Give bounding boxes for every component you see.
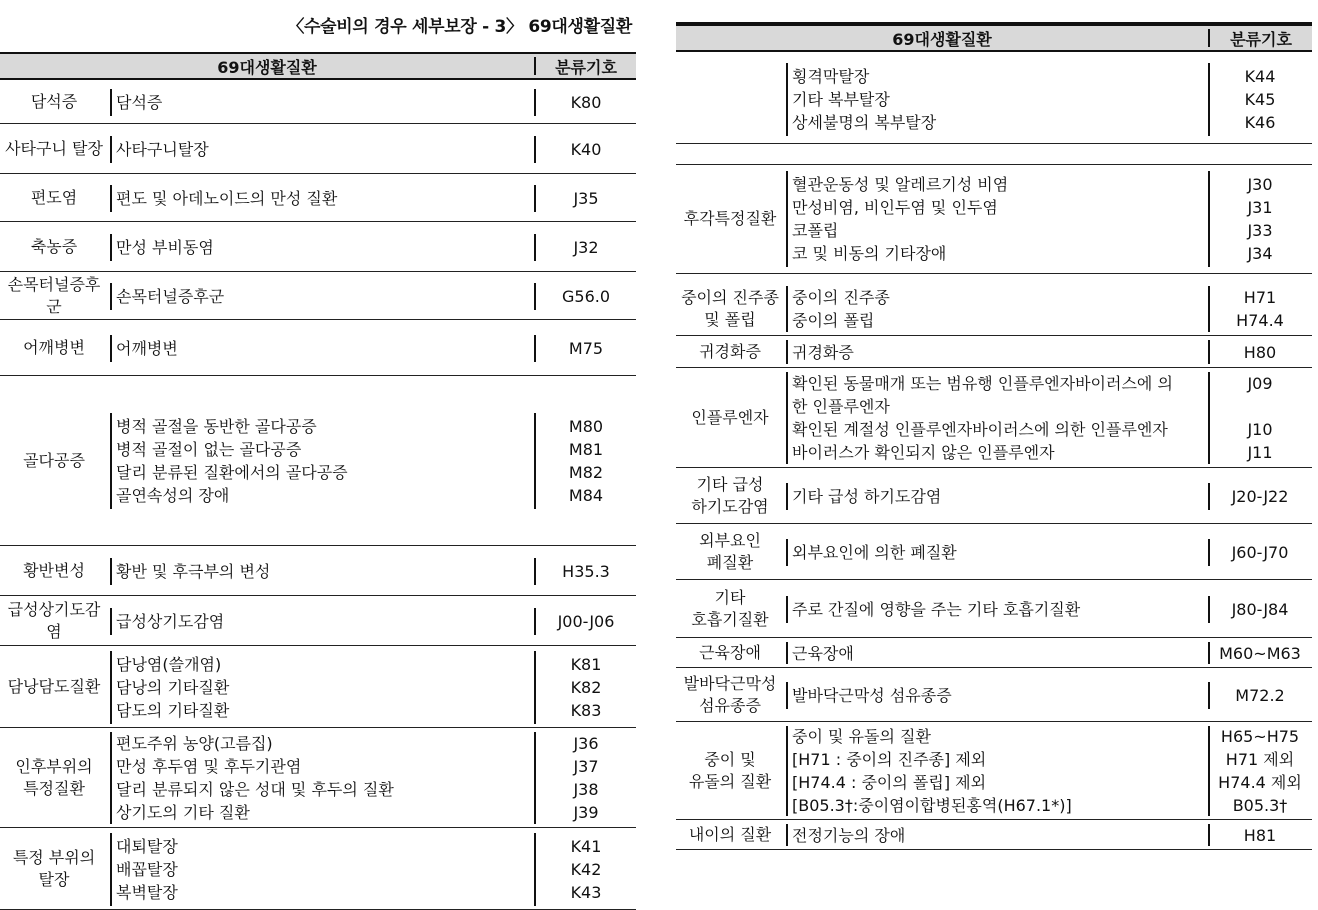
disease-item: 황반 및 후극부의 변성 bbox=[116, 562, 271, 581]
classification-codes bbox=[1210, 173, 1310, 265]
disease-category: 기타 급성 하기도감염 bbox=[691, 474, 769, 516]
classification-code: K83 bbox=[570, 701, 602, 720]
disease-item: 중이 및 유돌의 질환 bbox=[792, 727, 931, 746]
disease-category: 인플루엔자 bbox=[691, 407, 769, 427]
table-row bbox=[0, 320, 636, 376]
disease-category: 황반변성 bbox=[23, 560, 85, 580]
category-divider bbox=[786, 483, 788, 510]
classification-code: J10 bbox=[1247, 420, 1273, 439]
table-row bbox=[676, 468, 1312, 524]
disease-category: 담낭담도질환 bbox=[7, 676, 101, 696]
disease-items bbox=[792, 642, 854, 665]
classification-code: J60-J70 bbox=[1231, 543, 1289, 562]
disease-column-header: 69대생활질환 bbox=[217, 57, 317, 77]
disease-items bbox=[116, 285, 224, 308]
classification-code: J20-J22 bbox=[1231, 487, 1289, 506]
disease-category: 기타 호흡기질환 bbox=[691, 587, 769, 629]
table-row bbox=[0, 728, 636, 828]
disease-item: 귀경화증 bbox=[792, 343, 854, 362]
disease-item: 만성비염, 비인두염 및 인두염 bbox=[792, 198, 998, 217]
category-divider bbox=[110, 651, 112, 724]
category-divider bbox=[110, 185, 112, 212]
disease-category: 급성상기도감염 bbox=[7, 599, 101, 641]
classification-code: H71 제외 bbox=[1225, 750, 1295, 769]
classification-codes bbox=[536, 236, 636, 259]
classification-codes bbox=[1210, 598, 1310, 621]
disease-category: 어깨병변 bbox=[23, 337, 85, 357]
disease-category: 내이의 질환 bbox=[688, 824, 772, 844]
classification-codes bbox=[1210, 286, 1310, 332]
disease-items bbox=[116, 610, 224, 633]
disease-items bbox=[116, 187, 337, 210]
classification-code: H71 bbox=[1243, 288, 1277, 307]
disease-items bbox=[792, 341, 854, 364]
category-divider bbox=[110, 732, 112, 824]
category-divider bbox=[110, 608, 112, 635]
disease-item: 달리 분류된 질환에서의 골다공증 bbox=[116, 463, 348, 482]
disease-category: 축농증 bbox=[30, 236, 78, 256]
classification-codes bbox=[1210, 684, 1310, 707]
disease-items bbox=[792, 684, 952, 707]
disease-item: 발바닥근막성 섬유종증 bbox=[792, 686, 952, 705]
category-divider bbox=[786, 372, 788, 464]
table-row bbox=[0, 222, 636, 272]
category-divider bbox=[786, 286, 788, 332]
disease-category: 손목터널증후군 bbox=[7, 274, 101, 316]
classification-code: J39 bbox=[573, 803, 599, 822]
table-row bbox=[676, 638, 1312, 668]
table-row bbox=[676, 282, 1312, 336]
classification-code: K40 bbox=[570, 140, 602, 159]
disease-item: 담낭염(쓸개염) bbox=[116, 655, 222, 674]
disease-items bbox=[792, 598, 1080, 621]
disease-item: 중이의 폴립 bbox=[792, 311, 875, 330]
classification-code: K82 bbox=[570, 678, 602, 697]
table-row bbox=[676, 164, 1312, 274]
classification-code bbox=[1210, 395, 1310, 418]
disease-category: 후각특정질환 bbox=[683, 208, 777, 228]
classification-codes bbox=[536, 610, 636, 633]
disease-category: 특정 부위의 탈장 bbox=[12, 847, 96, 889]
classification-codes bbox=[1210, 485, 1310, 508]
classification-code: G56.0 bbox=[561, 287, 611, 306]
classification-code: J31 bbox=[1247, 198, 1273, 217]
table-row bbox=[0, 174, 636, 222]
disease-item: 기타 급성 하기도감염 bbox=[792, 487, 942, 506]
disease-items bbox=[116, 236, 214, 259]
category-divider bbox=[110, 234, 112, 261]
classification-code: K41 bbox=[570, 837, 602, 856]
classification-code: J80-J84 bbox=[1231, 600, 1289, 619]
classification-codes bbox=[1210, 824, 1310, 847]
classification-code: B05.3† bbox=[1232, 796, 1288, 815]
group-divider bbox=[676, 164, 1312, 165]
right-table-header bbox=[676, 24, 1312, 52]
classification-code: H80 bbox=[1243, 343, 1277, 362]
classification-code: J36 bbox=[573, 734, 599, 753]
disease-item: 편도 및 아데노이드의 만성 질환 bbox=[116, 189, 338, 208]
classification-code: M72.2 bbox=[1235, 686, 1285, 705]
disease-items bbox=[116, 560, 270, 583]
disease-items bbox=[792, 541, 957, 564]
table-row bbox=[0, 546, 636, 596]
classification-codes bbox=[1210, 725, 1310, 817]
disease-item: 어깨병변 bbox=[116, 339, 178, 358]
category-divider bbox=[786, 340, 788, 364]
classification-codes bbox=[1210, 65, 1310, 134]
disease-item: 병적 골절을 동반한 골다공증 bbox=[116, 417, 317, 436]
code-column-header: 분류기호 bbox=[1230, 29, 1292, 49]
disease-category: 중이의 진주종 및 폴립 bbox=[681, 287, 779, 329]
disease-category: 외부요인 폐질환 bbox=[699, 530, 761, 572]
classification-codes bbox=[536, 835, 636, 904]
classification-codes bbox=[536, 560, 636, 583]
category-divider bbox=[786, 824, 788, 846]
disease-item: 사타구니탈장 bbox=[116, 140, 209, 159]
disease-item: 만성 후두염 및 후두기관염 bbox=[116, 757, 302, 776]
row-divider bbox=[676, 273, 1312, 274]
disease-items bbox=[792, 824, 905, 847]
classification-code: K46 bbox=[1244, 113, 1276, 132]
category-divider bbox=[786, 596, 788, 623]
right-disease-table bbox=[676, 24, 1312, 854]
classification-codes bbox=[1210, 341, 1310, 364]
disease-item: 근육장애 bbox=[792, 644, 854, 663]
category-divider bbox=[110, 558, 112, 585]
disease-category: 귀경화증 bbox=[699, 341, 761, 361]
disease-item: 대퇴탈장 bbox=[116, 837, 178, 856]
disease-item: 급성상기도감염 bbox=[116, 612, 225, 631]
left-table-header bbox=[0, 52, 636, 80]
category-divider bbox=[110, 89, 112, 116]
classification-code: K81 bbox=[570, 655, 602, 674]
classification-code: M82 bbox=[568, 463, 604, 482]
disease-items bbox=[792, 485, 941, 508]
classification-code: J37 bbox=[573, 757, 599, 776]
classification-code: J11 bbox=[1247, 443, 1273, 462]
disease-item: 확인된 계절성 인플루엔자바이러스에 의한 인플루엔자 bbox=[792, 420, 1168, 439]
classification-code: H35.3 bbox=[562, 562, 610, 581]
table-row bbox=[676, 580, 1312, 638]
disease-item: 복벽탈장 bbox=[116, 883, 178, 902]
classification-codes bbox=[1210, 372, 1310, 464]
disease-category: 사타구니 탈장 bbox=[5, 138, 103, 158]
disease-item: 코폴립 bbox=[792, 221, 839, 240]
classification-codes bbox=[536, 337, 636, 360]
disease-items bbox=[116, 138, 209, 161]
disease-category: 골다공증 bbox=[23, 450, 85, 470]
disease-items bbox=[116, 415, 348, 507]
table-row bbox=[676, 54, 1312, 144]
disease-item: 혈관운동성 및 알레르기성 비염 bbox=[792, 175, 1009, 194]
disease-category: 인후부위의 특정질환 bbox=[15, 756, 93, 798]
disease-item: [H71 : 중이의 진주종] 제외 bbox=[792, 750, 987, 769]
classification-code: J09 bbox=[1247, 374, 1273, 393]
classification-code: H65~H75 bbox=[1220, 727, 1300, 746]
classification-code: J30 bbox=[1247, 175, 1273, 194]
disease-items bbox=[792, 286, 890, 332]
disease-item: 손목터널증후군 bbox=[116, 287, 225, 306]
disease-item: 편도주위 농양(고름집) bbox=[116, 734, 273, 753]
classification-code: K80 bbox=[570, 93, 602, 112]
disease-item: [B05.3†:중이염이합병된홍역(H67.1*)] bbox=[792, 796, 1072, 815]
disease-category: 중이 및 유돌의 질환 bbox=[688, 749, 772, 791]
row-divider bbox=[676, 143, 1312, 144]
category-divider bbox=[786, 682, 788, 709]
disease-item: 상세불명의 복부탈장 bbox=[792, 113, 937, 132]
disease-item: 달리 분류되지 않은 성대 및 후두의 질환 bbox=[116, 780, 394, 799]
category-divider bbox=[110, 833, 112, 906]
category-divider bbox=[786, 642, 788, 664]
classification-code: M75 bbox=[568, 339, 604, 358]
classification-codes bbox=[536, 653, 636, 722]
classification-code: H74.4 제외 bbox=[1218, 773, 1302, 792]
category-divider bbox=[110, 335, 112, 362]
table-row bbox=[0, 646, 636, 728]
disease-item: 횡격막탈장 bbox=[792, 67, 870, 86]
table-row bbox=[676, 336, 1312, 368]
disease-items bbox=[116, 337, 178, 360]
table-row bbox=[0, 376, 636, 546]
disease-item: 골연속성의 장애 bbox=[116, 486, 230, 505]
classification-codes bbox=[536, 91, 636, 114]
classification-code: K44 bbox=[1244, 67, 1276, 86]
disease-items bbox=[792, 725, 1072, 817]
disease-item: 전정기능의 장애 bbox=[792, 826, 906, 845]
table-row bbox=[0, 124, 636, 174]
classification-codes bbox=[536, 285, 636, 308]
row-divider bbox=[676, 849, 1312, 850]
top-rule bbox=[676, 22, 1312, 24]
classification-codes bbox=[536, 415, 636, 507]
category-divider bbox=[110, 413, 112, 509]
classification-codes bbox=[536, 187, 636, 210]
category-divider bbox=[786, 539, 788, 566]
classification-code: J34 bbox=[1247, 244, 1273, 263]
classification-code: M60~M63 bbox=[1219, 644, 1301, 663]
document-title: 〈수술비의 경우 세부보장 - 3〉 69대생활질환 bbox=[287, 17, 632, 37]
category-divider bbox=[786, 726, 788, 816]
disease-category: 발바닥근막성 섬유종증 bbox=[683, 673, 777, 715]
disease-items bbox=[116, 835, 178, 904]
disease-item: 한 인플루엔자 bbox=[792, 397, 890, 416]
classification-code: J33 bbox=[1247, 221, 1273, 240]
table-row bbox=[0, 272, 636, 320]
disease-column-header: 69대생활질환 bbox=[892, 29, 992, 49]
disease-items bbox=[792, 173, 1008, 265]
disease-items bbox=[116, 91, 162, 114]
disease-item: 담도의 기타질환 bbox=[116, 701, 230, 720]
disease-items bbox=[792, 372, 1173, 464]
disease-item: 병적 골절이 없는 골다공증 bbox=[116, 440, 302, 459]
disease-item: 만성 부비동염 bbox=[116, 238, 214, 257]
classification-code: J00-J06 bbox=[557, 612, 615, 631]
category-divider bbox=[786, 171, 788, 267]
disease-item: 주로 간질에 영향을 주는 기타 호흡기질환 bbox=[792, 600, 1081, 619]
table-row bbox=[0, 596, 636, 646]
classification-code: H81 bbox=[1243, 826, 1277, 845]
table-row bbox=[676, 368, 1312, 468]
table-row bbox=[676, 722, 1312, 820]
classification-codes bbox=[1210, 541, 1310, 564]
classification-codes bbox=[536, 138, 636, 161]
disease-item: 담석증 bbox=[116, 93, 163, 112]
disease-items bbox=[116, 653, 229, 722]
table-row bbox=[676, 668, 1312, 722]
category-divider bbox=[110, 283, 112, 310]
disease-item: 코 및 비동의 기타장애 bbox=[792, 244, 947, 263]
classification-codes bbox=[536, 732, 636, 824]
classification-code: K42 bbox=[570, 860, 602, 879]
disease-item: 상기도의 기타 질환 bbox=[116, 803, 250, 822]
disease-item: 외부요인에 의한 폐질환 bbox=[792, 543, 957, 562]
code-column-header: 분류기호 bbox=[555, 57, 617, 77]
table-row bbox=[676, 820, 1312, 850]
disease-item: 담낭의 기타질환 bbox=[116, 678, 230, 697]
classification-code: J38 bbox=[573, 780, 599, 799]
classification-codes bbox=[1210, 642, 1310, 665]
disease-category: 편도염 bbox=[30, 187, 78, 207]
disease-items bbox=[116, 732, 394, 824]
classification-code: M80 bbox=[568, 417, 604, 436]
table-row bbox=[676, 524, 1312, 580]
disease-category bbox=[676, 54, 784, 143]
disease-items bbox=[792, 65, 936, 134]
classification-code: H74.4 bbox=[1236, 311, 1284, 330]
classification-code: M81 bbox=[568, 440, 604, 459]
disease-item: 기타 복부탈장 bbox=[792, 90, 890, 109]
disease-item: 배꼽탈장 bbox=[116, 860, 178, 879]
classification-code: J35 bbox=[573, 189, 599, 208]
disease-item: 중이의 진주종 bbox=[792, 288, 890, 307]
classification-code: K45 bbox=[1244, 90, 1276, 109]
category-divider bbox=[110, 136, 112, 163]
classification-code: M84 bbox=[568, 486, 604, 505]
disease-category: 담석증 bbox=[30, 91, 78, 111]
disease-item: [H74.4 : 중이의 폴립] 제외 bbox=[792, 773, 987, 792]
disease-category: 근육장애 bbox=[699, 642, 761, 662]
classification-code: K43 bbox=[570, 883, 602, 902]
classification-code: J32 bbox=[573, 238, 599, 257]
disease-item: 확인된 동물매개 또는 범유행 인플루엔자바이러스에 의 bbox=[792, 374, 1173, 393]
left-disease-table bbox=[0, 46, 636, 902]
table-row bbox=[0, 80, 636, 124]
category-divider bbox=[786, 63, 788, 136]
disease-item: 바이러스가 확인되지 않은 인플루엔자 bbox=[792, 443, 1055, 462]
